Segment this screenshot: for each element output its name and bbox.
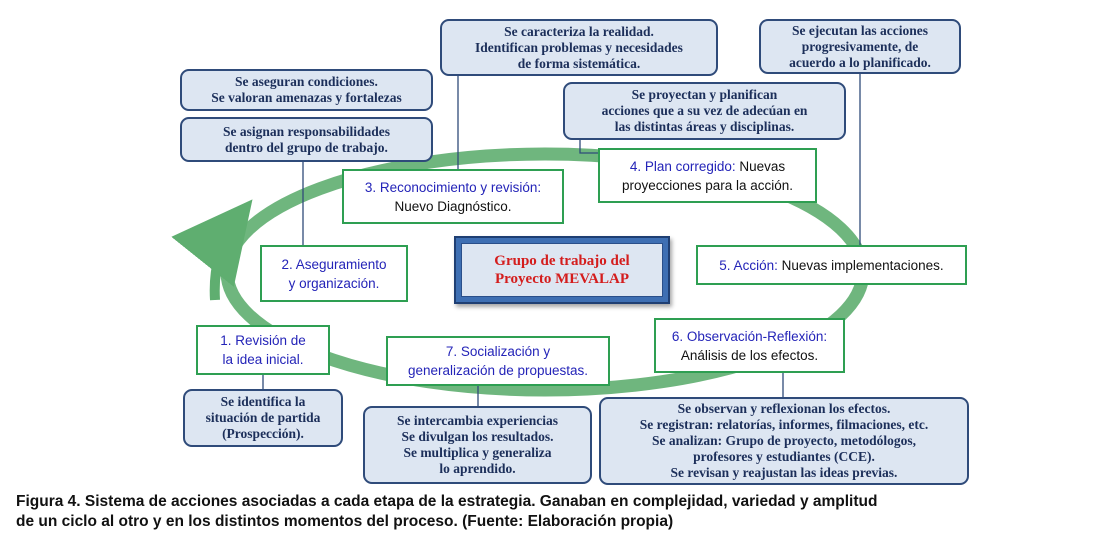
note-starting-point: Se identifica la situación de partida (Prospección).	[183, 389, 343, 447]
note-execution: Se ejecutan las acciones progresivamente, de acuerdo a lo planificado.	[759, 19, 961, 74]
center-title-line2: Proyecto MEVALAP	[494, 271, 629, 287]
stage-5-label: 5. Acción:	[719, 257, 778, 273]
stage-2-organization: 2. Aseguramiento y organización.	[260, 245, 408, 302]
note-observation: Se observan y reflexionan los efectos. Se registran: relatorías, informes, filmaciones, etc. Se analizan: Grupo de proyecto, metodólogos, profesores y estudiantes (CCE). Se revisan y reajustan las ideas previas.	[599, 397, 969, 485]
figure-caption: Figura 4. Sistema de acciones asociadas a cada etapa de la estrategia. Ganaban en complejidad, variedad y amplitud de un ciclo al otro y en los distintos momentos del proceso. (Fuente: Elaboración propia)	[16, 493, 878, 530]
stage-7-socialization: 7. Socialización y generalización de propuestas.	[386, 336, 610, 386]
note-reality: Se caracteriza la realidad. Identifican problemas y necesidades de forma sistemática.	[440, 19, 718, 76]
center-title-line1: Grupo de trabajo del	[494, 253, 630, 269]
stage-5-detail: Nuevas implementaciones.	[777, 257, 944, 273]
stage-5-action	[696, 245, 967, 285]
note-exchange: Se intercambia experiencias Se divulgan los resultados. Se multiplica y generaliza lo aprendido.	[363, 406, 592, 484]
stage-6-observation: 6. Observación-Reflexión: Análisis de los efectos.	[654, 318, 845, 373]
stage-4-label: 4. Plan corregido:	[629, 158, 736, 174]
center-project-box	[454, 236, 670, 304]
stage-4-detail-inline: Nuevas	[735, 158, 786, 174]
note-conditions: Se aseguran condiciones. Se valoran amenazas y fortalezas	[180, 69, 433, 111]
note-responsibilities: Se asignan responsabilidades dentro del grupo de trabajo.	[180, 117, 433, 162]
stage-4-plan: 4. Plan corregido: Nuevas proyecciones para la acción.	[598, 148, 817, 203]
stage-1-review: 1. Revisión de la idea inicial.	[196, 325, 330, 375]
stage-3-recognition: 3. Reconocimiento y revisión: Nuevo Diagnóstico.	[342, 169, 564, 224]
note-projection: Se proyectan y planifican acciones que a su vez de adecúan en las distintas áreas y disciplinas.	[563, 82, 846, 140]
